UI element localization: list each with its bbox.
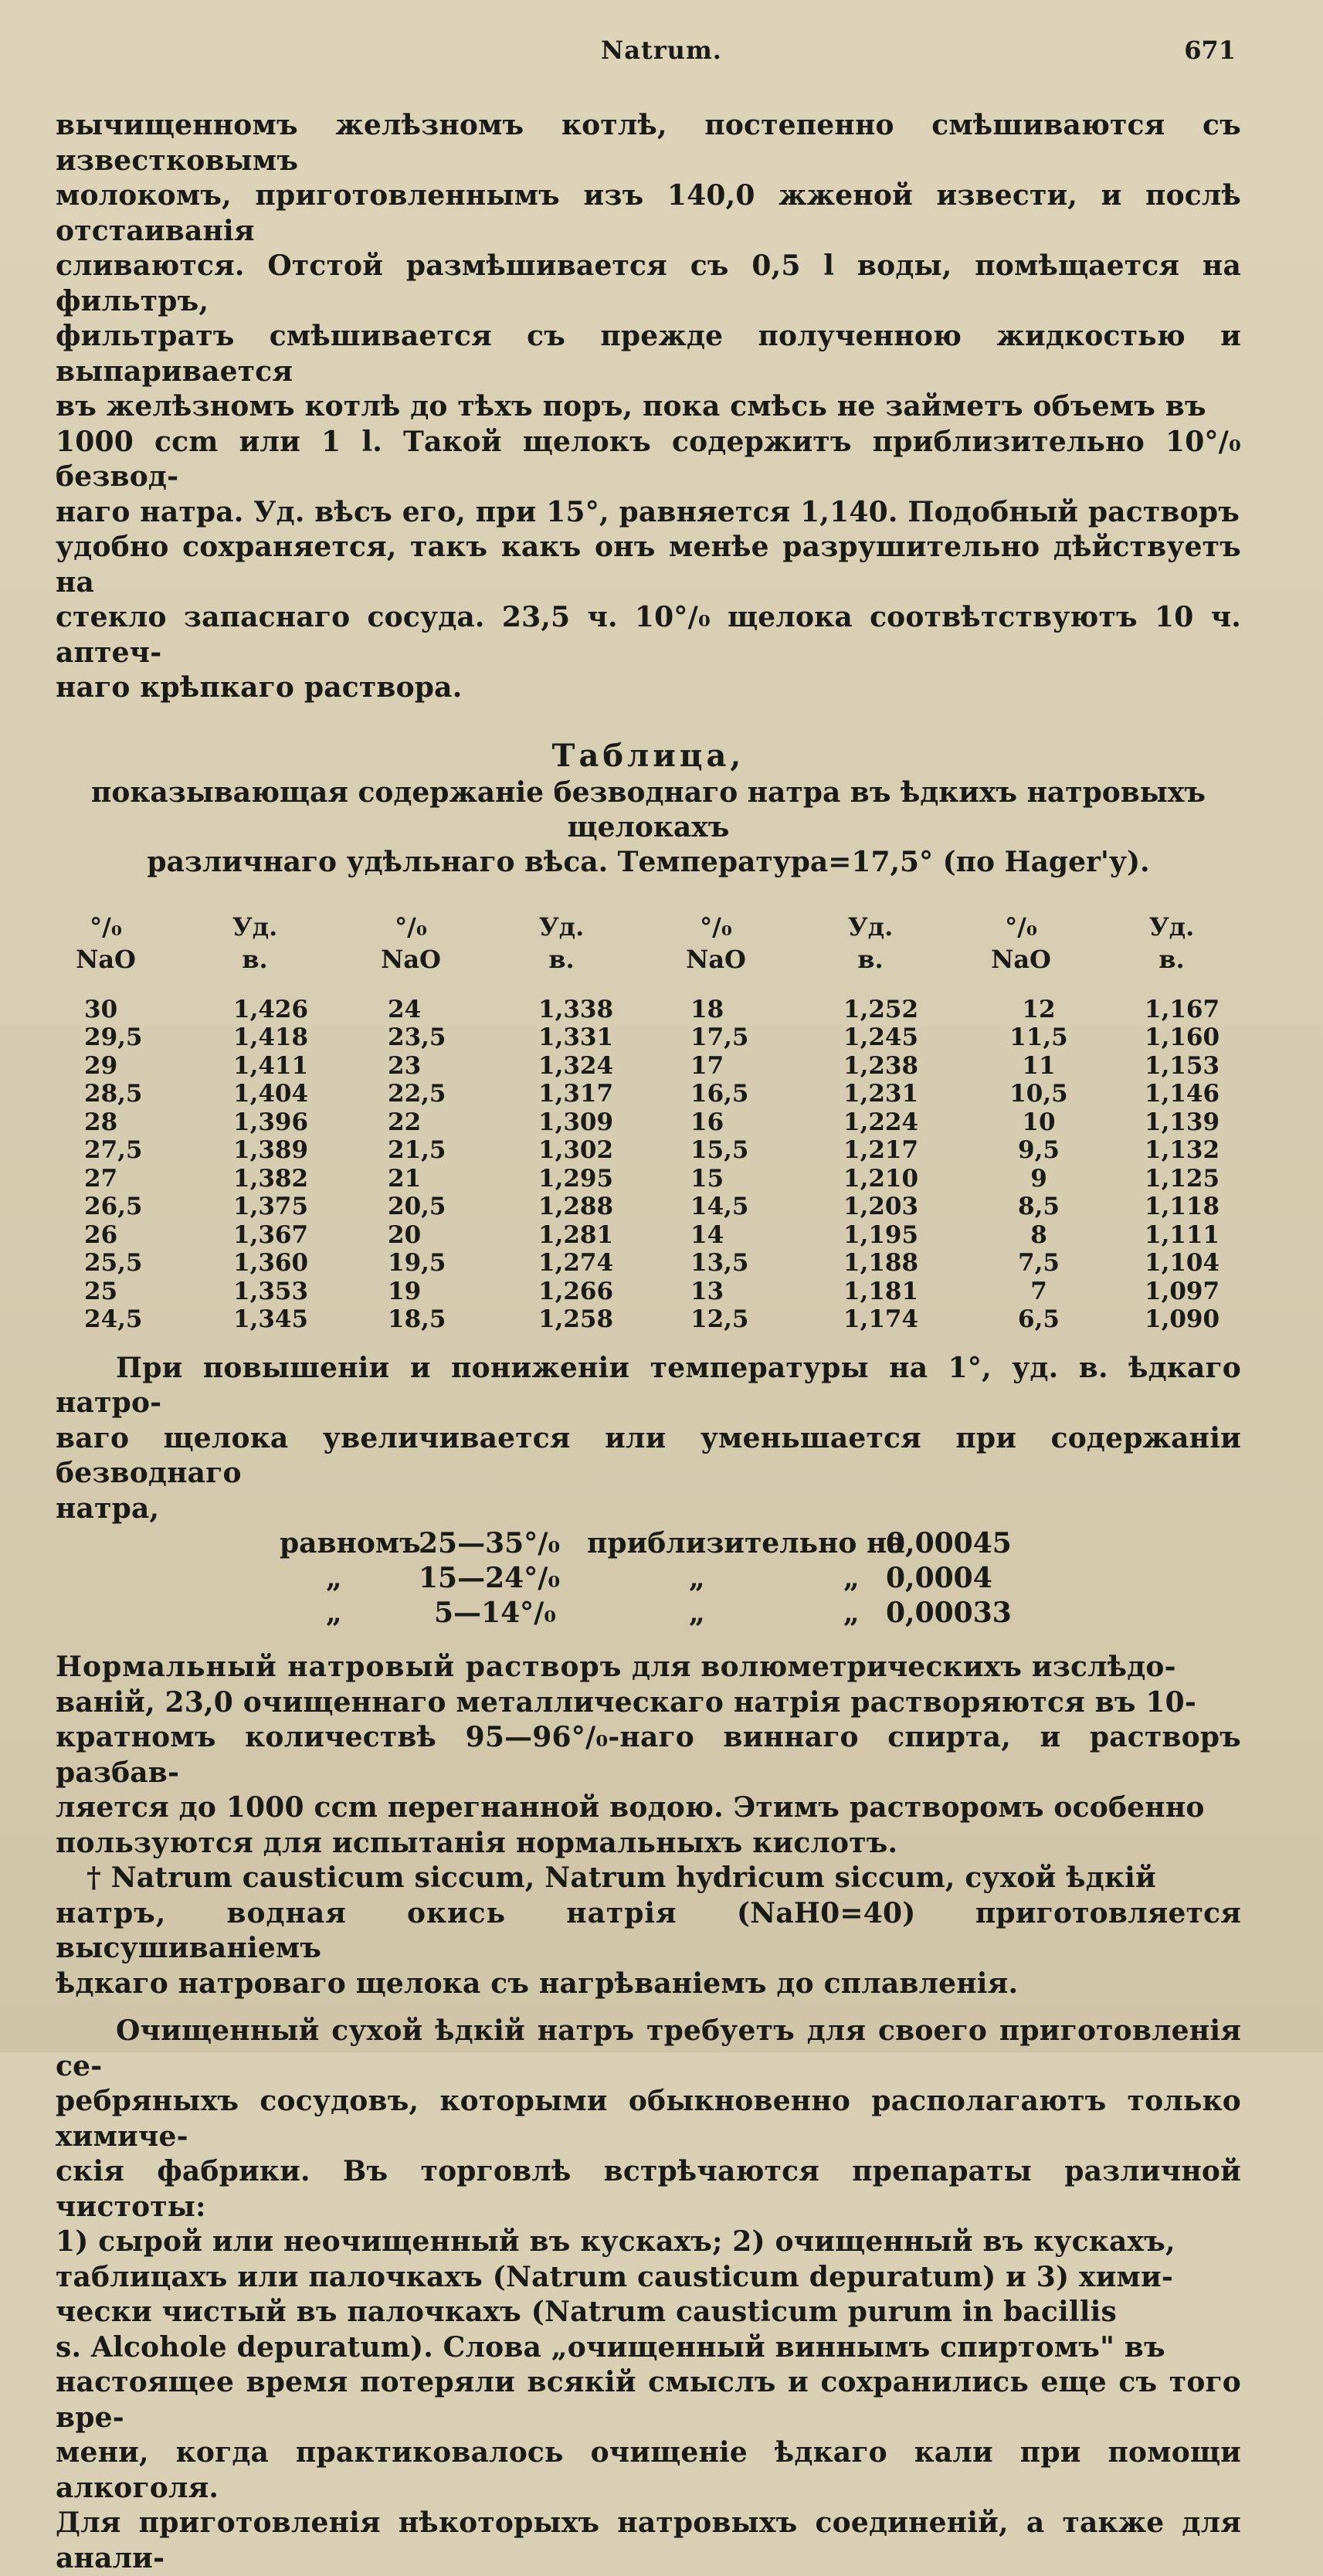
table-cell: 22 (388, 1108, 422, 1136)
table-cell: 23 (388, 1051, 422, 1080)
table-cell: 18,5 (388, 1305, 446, 1333)
running-title: Natrum. (601, 36, 722, 65)
table-cell: 20,5 (388, 1193, 446, 1220)
running-header (0, 36, 1323, 82)
row-value: 0,00033 (886, 1597, 1012, 1629)
table-cell: 1,360 (233, 1249, 309, 1277)
table-cell: 17 (690, 1051, 724, 1080)
table-cell: 1,146 (1145, 1080, 1220, 1108)
text-line: таблицахъ или палочкахъ (Natrum causticum depuratum) и 3) хими- (56, 2260, 1174, 2293)
table-cell: 12,5 (690, 1305, 749, 1333)
table-cell: 16 (690, 1108, 724, 1136)
table-cell: 1,125 (1145, 1164, 1220, 1193)
text-line: кратномъ количествѣ 95—96°/₀-наго виннаго спирта, и растворъ разбав- (56, 1721, 1241, 1789)
text-line: натра, (56, 1492, 160, 1525)
sg-column (538, 996, 646, 1334)
table-cell: 10 (1022, 1108, 1056, 1136)
row-word: приблизительно на (587, 1527, 905, 1560)
table-cell: 1,139 (1145, 1108, 1220, 1136)
header-sg: Уд. в. (538, 911, 585, 974)
table-cell: 1,382 (233, 1164, 309, 1193)
table-cell: 9 (1030, 1164, 1047, 1193)
section-heading: † Natrum causticum siccum, Natrum hydricum siccum, сухой ѣдкій (87, 1862, 1156, 1894)
text-line: чески чистый въ палочкахъ (Natrum causticum purum in bacillis (56, 2296, 1117, 2328)
text-line: пользуются для испытанія нормальныхъ кислотъ. (56, 1826, 898, 1859)
text-line: фильтратъ смѣшивается съ прежде полученною жидкостью и выпаривается (56, 320, 1241, 388)
ditto-mark: „ (326, 1562, 342, 1594)
text-line: сливаются. Отстой размѣшивается съ 0,5 l воды, помѣщается на фильтръ, (56, 249, 1241, 317)
text-fragment: для волюметрическихъ изслѣдо- (622, 1651, 1176, 1683)
row-range: 5—14°/₀ (434, 1597, 557, 1629)
table-cell: 1,389 (233, 1136, 309, 1164)
text-line: мени, когда практиковалось очищеніе ѣдкаго кали при помощи алкоголя. (56, 2436, 1241, 2504)
table-cell: 21,5 (388, 1136, 446, 1164)
table-cell: 1,281 (538, 1220, 614, 1249)
text-fragment: (NaH0=40) приготовляется высушиваніемъ (56, 1896, 1241, 1964)
ditto-mark: „ (689, 1597, 705, 1629)
table-subtitle-line: показывающая содержаніе безводнаго натра въ ѣдкихъ натровыхъ щелокахъ (91, 776, 1206, 843)
table-cell: 1,367 (233, 1220, 309, 1249)
table-cell: 8,5 (1018, 1193, 1060, 1220)
text-line: ляется до 1000 ccm перегнанной водою. Этимъ растворомъ особенно (56, 1791, 1205, 1824)
table-cell: 1,160 (1145, 1023, 1220, 1051)
page-body (56, 108, 1241, 2576)
table-cell: 9,5 (1018, 1136, 1060, 1164)
header-pct: °/₀ NaO (381, 911, 441, 974)
table-cell: 23,5 (388, 1023, 446, 1051)
table-cell: 28 (84, 1108, 118, 1136)
table-cell: 1,345 (233, 1305, 309, 1333)
table-cell: 1,338 (538, 995, 614, 1023)
table-cell: 1,104 (1145, 1249, 1220, 1277)
row-range: 25—35°/₀ (419, 1527, 561, 1560)
table-cell: 1,118 (1145, 1193, 1220, 1220)
text-line: скія фабрики. Въ торговлѣ встрѣчаются препараты различной чистоты: (56, 2155, 1241, 2223)
text-line: настоящее время потеряли всякій смыслъ и сохранились еще съ того вре- (56, 2366, 1241, 2434)
normal-solution-paragraph (56, 1650, 1241, 1861)
ditto-mark: „ (843, 1597, 860, 1629)
table-cell: 16,5 (690, 1080, 749, 1108)
table-cell: 1,258 (538, 1305, 614, 1333)
page-number: 671 (1184, 36, 1236, 65)
table-cell: 1,245 (843, 1023, 919, 1051)
table-cell: 18 (690, 995, 724, 1023)
table-cell: 25,5 (84, 1249, 143, 1277)
header-sg: Уд. в. (1148, 911, 1195, 974)
table-cell: 1,252 (843, 995, 919, 1023)
text-line (56, 1650, 1241, 1685)
text-line: наго крѣпкаго раствора. (56, 671, 463, 704)
text-line: 1) сырой или неочищенный въ кускахъ; 2) очищенный въ кускахъ, (56, 2225, 1175, 2258)
table-cell: 1,266 (538, 1277, 614, 1305)
table-cell: 1,331 (538, 1023, 614, 1051)
row-label: равномъ (280, 1527, 421, 1560)
header-sg: Уд. в. (232, 911, 278, 974)
row-value: 0,0004 (886, 1562, 992, 1594)
table-cell: 1,231 (843, 1080, 919, 1108)
text-line: При повышеніи и пониженіи температуры на 1°, уд. в. ѣдкаго натро- (56, 1351, 1241, 1419)
ditto-mark: „ (326, 1597, 342, 1629)
ditto-mark: „ (689, 1562, 705, 1594)
table-cell: 1,153 (1145, 1051, 1220, 1080)
table-title: Таблица, (551, 737, 745, 774)
table-cell: 1,302 (538, 1136, 614, 1164)
table-cell: 11,5 (1009, 1023, 1068, 1051)
table-cell: 1,203 (843, 1193, 919, 1220)
text-line: ваній, 23,0 очищеннаго металлическаго натрія растворяются въ 10- (56, 1685, 1197, 1719)
header-sg: Уд. в. (847, 911, 894, 974)
table-cell: 1,217 (843, 1136, 919, 1164)
table-cell: 1,288 (538, 1193, 614, 1220)
table-cell: 21 (388, 1164, 422, 1193)
table-cell: 13 (690, 1277, 724, 1305)
table-cell: 1,188 (843, 1249, 919, 1277)
sg-column (1145, 996, 1253, 1334)
text-line: въ желѣзномъ котлѣ до тѣхъ поръ, пока смѣсь не займетъ объемъ въ (56, 390, 1206, 423)
table-cell: 1,411 (233, 1051, 309, 1080)
table-cell: 14 (690, 1220, 724, 1249)
table-cell: 1,404 (233, 1080, 309, 1108)
pct-column (84, 996, 192, 1334)
table-cell: 13,5 (690, 1249, 749, 1277)
table-cell: 1,224 (843, 1108, 919, 1136)
text-line: наго натра. Уд. вѣсъ его, при 15°, равняется 1,140. Подобный растворъ (56, 495, 1240, 528)
table-cell: 26,5 (84, 1193, 143, 1220)
text-line: 1000 ccm или 1 l. Такой щелокъ содержитъ приблизительно 10°/₀ безвод- (56, 425, 1241, 493)
table-cell: 26 (84, 1220, 118, 1249)
text-line: стекло запаснаго сосуда. 23,5 ч. 10°/₀ щелока соотвѣтствуютъ 10 ч. аптеч- (56, 601, 1241, 669)
text-line: ѣдкаго натроваго щелока съ нагрѣваніемъ до сплавленія. (56, 1967, 1019, 2000)
pct-column (690, 996, 799, 1334)
row-value: 0,00045 (886, 1527, 1012, 1560)
table-cell: 20 (388, 1220, 422, 1249)
text-line: ребряныхъ сосудовъ, которыми обыкновенно располагаютъ только химиче- (56, 2085, 1241, 2153)
section-heading: Нормальный натровый растворъ (56, 1651, 622, 1683)
table-cell: 29,5 (84, 1023, 143, 1051)
table-cell: 1,317 (538, 1080, 614, 1108)
header-pct: °/₀ NaO (686, 911, 746, 974)
text-line: Очищенный сухой ѣдкій натръ требуетъ для своего приготовленія се- (56, 2014, 1241, 2082)
table-cell: 27 (84, 1164, 118, 1193)
table-cell: 15,5 (690, 1136, 749, 1164)
text-line: вычищенномъ желѣзномъ котлѣ, постепенно смѣшиваются съ известковымъ (56, 109, 1241, 177)
table-cell: 1,295 (538, 1164, 614, 1193)
temperature-paragraph (56, 1351, 1241, 1527)
text-line: удобно сохраняется, такъ какъ онъ менѣе разрушительно дѣйствуетъ на (56, 531, 1241, 599)
table-cell: 27,5 (84, 1136, 143, 1164)
text-line: s. Alcohole depuratum). Слова „очищенный виннымъ спиртомъ" въ (56, 2330, 1165, 2364)
text-line: молокомъ, приготовленнымъ изъ 140,0 жженой извести, и послѣ отстаиванія (56, 179, 1241, 247)
table-cell: 30 (84, 995, 118, 1023)
table-cell: 6,5 (1018, 1305, 1060, 1333)
table-cell: 11 (1022, 1051, 1056, 1080)
table-cell: 1,324 (538, 1051, 614, 1080)
table-cell: 1,426 (233, 995, 309, 1023)
table-cell: 24,5 (84, 1305, 143, 1333)
row-range: 15—24°/₀ (419, 1562, 561, 1594)
header-pct: °/₀ NaO (991, 911, 1051, 974)
table-cell: 1,181 (843, 1277, 919, 1305)
table-cell: 1,396 (233, 1108, 309, 1136)
table-cell: 15 (690, 1164, 724, 1193)
table-cell: 1,111 (1145, 1220, 1220, 1249)
table-cell: 19 (388, 1277, 422, 1305)
table-cell: 1,132 (1145, 1136, 1220, 1164)
ditto-mark: „ (843, 1562, 860, 1594)
table-cell: 25 (84, 1277, 118, 1305)
header-pct: °/₀ NaO (76, 911, 136, 974)
table-cell: 29 (84, 1051, 118, 1080)
text-line: Для приготовленія нѣкоторыхъ натровыхъ соединеній, а также для анали- (56, 2506, 1241, 2574)
table-cell: 10,5 (1009, 1080, 1068, 1108)
table-cell: 14,5 (690, 1193, 749, 1220)
table-cell: 7 (1030, 1277, 1047, 1305)
table-cell: 1,418 (233, 1023, 309, 1051)
final-paragraph (56, 2014, 1241, 2576)
table-subtitle-line: различнаго удѣльнаго вѣса. Температура=17,5° (по Hager'у). (147, 845, 1150, 878)
density-table (56, 911, 1241, 1351)
table-cell: 1,210 (843, 1164, 919, 1193)
pct-column (996, 996, 1081, 1334)
pct-column (388, 996, 496, 1334)
table-cell: 12 (1022, 995, 1056, 1023)
text-line (56, 1896, 1241, 1967)
sg-column (233, 996, 341, 1334)
text-line: ваго щелока увеличивается или уменьшается при содержаніи безводнаго (56, 1421, 1241, 1489)
table-cell: 1,097 (1145, 1277, 1220, 1305)
table-cell: 19,5 (388, 1249, 446, 1277)
table-cell: 22,5 (388, 1080, 446, 1108)
table-cell: 1,309 (538, 1108, 614, 1136)
table-cell: 1,353 (233, 1277, 309, 1305)
table-cell: 1,238 (843, 1051, 919, 1080)
table-cell: 7,5 (1018, 1249, 1060, 1277)
siccum-paragraph (56, 1861, 1241, 2001)
table-cell: 24 (388, 995, 422, 1023)
table-cell: 1,167 (1145, 995, 1220, 1023)
correction-list (56, 1526, 1241, 1634)
table-cell: 1,195 (843, 1220, 919, 1249)
table-cell: 1,375 (233, 1193, 309, 1220)
text-fragment: натръ, водная окись натрія (56, 1896, 677, 1929)
sg-column (843, 996, 952, 1334)
table-cell: 8 (1030, 1220, 1047, 1249)
table-cell: 1,174 (843, 1305, 919, 1333)
table-cell: 1,274 (538, 1249, 614, 1277)
table-cell: 17,5 (690, 1023, 749, 1051)
table-cell: 28,5 (84, 1080, 143, 1108)
table-cell: 1,090 (1145, 1305, 1220, 1333)
intro-paragraph (56, 108, 1241, 706)
